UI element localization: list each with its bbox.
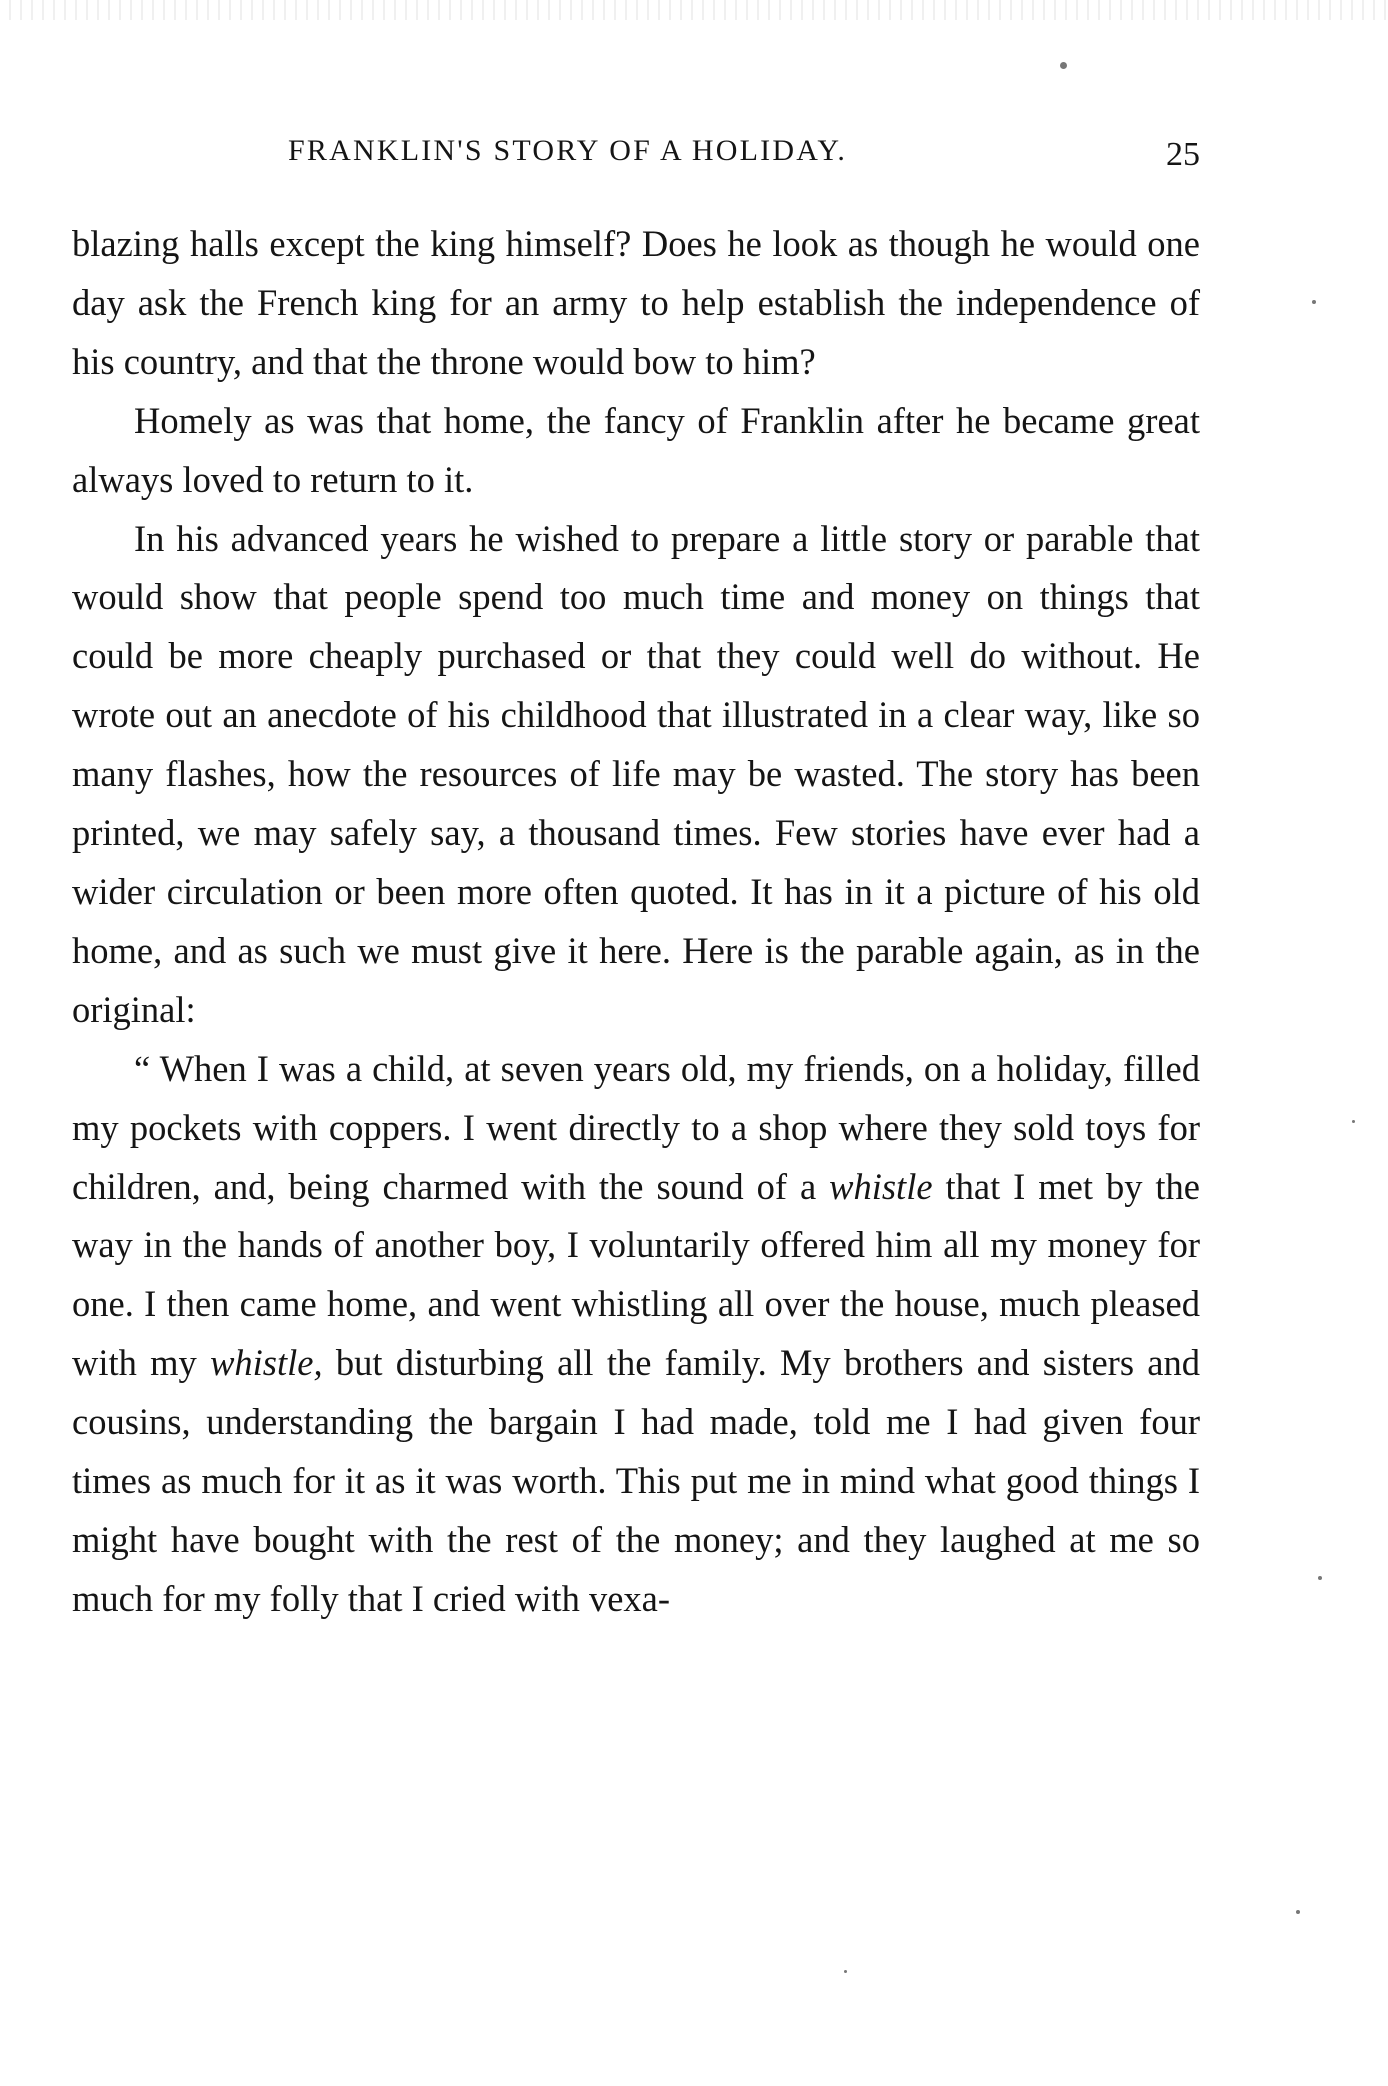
scan-speck xyxy=(1296,1910,1300,1914)
page-header xyxy=(72,134,1200,184)
scan-speck xyxy=(1060,62,1067,69)
text-run: but disturbing all the family. My brothers and sisters and cousins, understanding the bargain I had made, told me I had given four times as much for it as it was worth. This put me in mind what good things I might have bought with the rest of the money; and they laughed at me so much for my folly that I cried with vexa- xyxy=(72,1342,1200,1619)
paragraph xyxy=(72,1040,1200,1629)
text-run: In his advanced years he wished to prepare a little story or parable that would show that people spend too much time and money on things that could be more cheaply purchased or that they could well do without. He wrote out an anecdote of his childhood that illustrated in a clear way, like so many flashes, how the resources of life may be wasted. The story has been printed, we may safely say, a thousand times. Few stories have ever had a wider circulation or been more often quoted. It has in it a picture of his old home, and as such we must give it here. Here is the parable again, as in the original: xyxy=(72,517,1200,1030)
scan-edge-noise xyxy=(0,0,1388,20)
paragraph xyxy=(72,392,1200,510)
page-number: 25 xyxy=(1166,136,1200,173)
text-run: blazing halls except the king himself? Does he look as though he would one day ask the French king for an army to help establish the independence of his country, and that the throne would bow to him? xyxy=(72,223,1200,382)
paragraph xyxy=(72,510,1200,1040)
scan-speck xyxy=(844,1970,847,1973)
italic-run: whistle, xyxy=(210,1342,323,1384)
text-run: Homely as was that home, the fancy of Franklin after he became great always loved to return to it. xyxy=(72,399,1200,500)
body-text xyxy=(72,215,1200,1629)
scan-speck xyxy=(1318,1576,1322,1580)
paragraph xyxy=(72,215,1200,392)
text-run: “ When I was a child, at seven years old, my friends, on a holiday, filled my pockets with coppers. I went directly to a shop where they sold toys for children, and, being charmed with the sound of a xyxy=(72,1047,1200,1207)
scan-speck xyxy=(1352,1120,1355,1123)
running-title: FRANKLIN'S STORY OF A HOLIDAY. xyxy=(288,134,848,167)
text-run: that I met by the way in the hands of another boy, I voluntarily offered him all my money for one. I then came home, and went whistling all over the house, much pleased with my xyxy=(72,1165,1200,1384)
italic-run: whistle xyxy=(829,1165,933,1207)
scan-speck xyxy=(1312,300,1316,304)
